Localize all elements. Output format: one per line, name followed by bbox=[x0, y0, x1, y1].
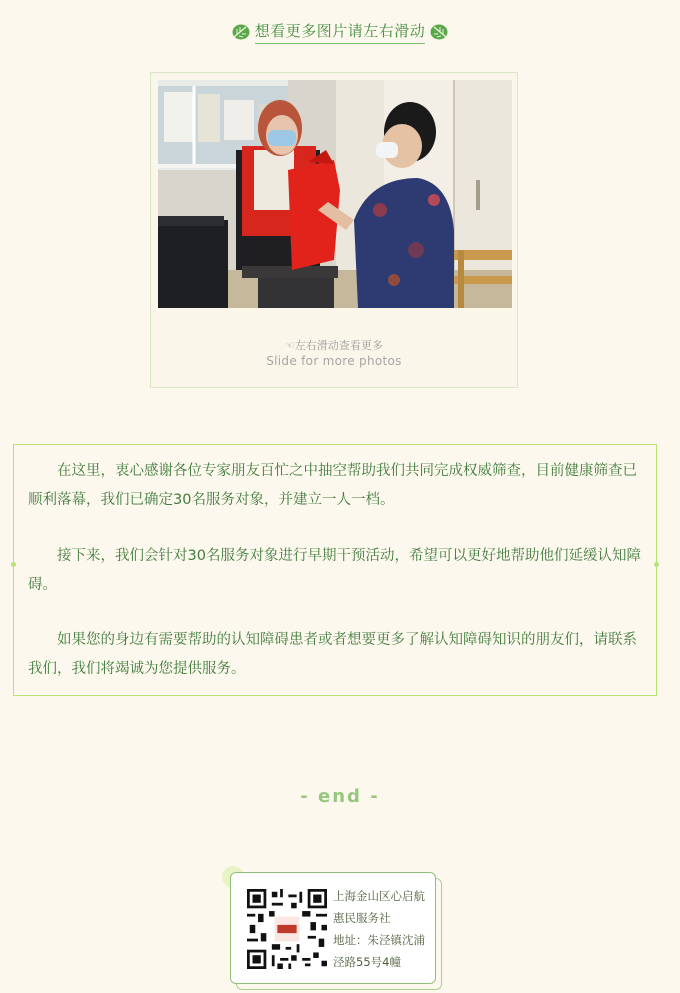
photo-carousel[interactable] bbox=[150, 72, 518, 388]
article-paragraph-1: 在这里，衷心感谢各位专家朋友百忙之中抽空帮助我们共同完成权威筛查，目前健康筛查已顺利落幕，我们已确定30名服务对象，并建立一人一档。 bbox=[28, 463, 637, 508]
leaf-icon bbox=[429, 22, 449, 42]
slide-hint-en: Slide for more photos bbox=[266, 354, 402, 368]
address-line1: 地址：朱泾镇沈浦 bbox=[333, 933, 425, 947]
article-paragraph-3: 如果您的身边有需要帮助的认知障碍患者或者想要更多了解认知障碍知识的朋友们，请联系我们，我们将竭诚为您提供服务。 bbox=[28, 632, 637, 677]
org-name-line1: 上海金山区心启航 bbox=[333, 889, 425, 903]
article-paragraph-2: 接下来，我们会针对30名服务对象进行早期干预活动，希望可以更好地帮助他们延缓认知障碍。 bbox=[28, 548, 641, 593]
border-dot bbox=[654, 562, 659, 567]
leaf-icon bbox=[231, 22, 251, 42]
address-line2: 泾路55号4幢 bbox=[333, 955, 401, 969]
swipe-banner bbox=[0, 18, 680, 46]
qr-code-icon[interactable] bbox=[247, 889, 327, 969]
contact-info bbox=[333, 885, 437, 973]
contact-card-body bbox=[230, 872, 436, 984]
border-dot bbox=[11, 562, 16, 567]
article-text-box bbox=[13, 444, 657, 696]
end-mark: - end - bbox=[300, 786, 380, 807]
volunteer-photo[interactable] bbox=[158, 80, 512, 308]
banner-text: 想看更多图片请左右滑动 bbox=[255, 20, 426, 44]
org-name-line2: 惠民服务社 bbox=[333, 911, 391, 925]
contact-card bbox=[222, 866, 444, 991]
slide-hint-cn: ☜左右滑动查看更多 bbox=[285, 339, 383, 352]
